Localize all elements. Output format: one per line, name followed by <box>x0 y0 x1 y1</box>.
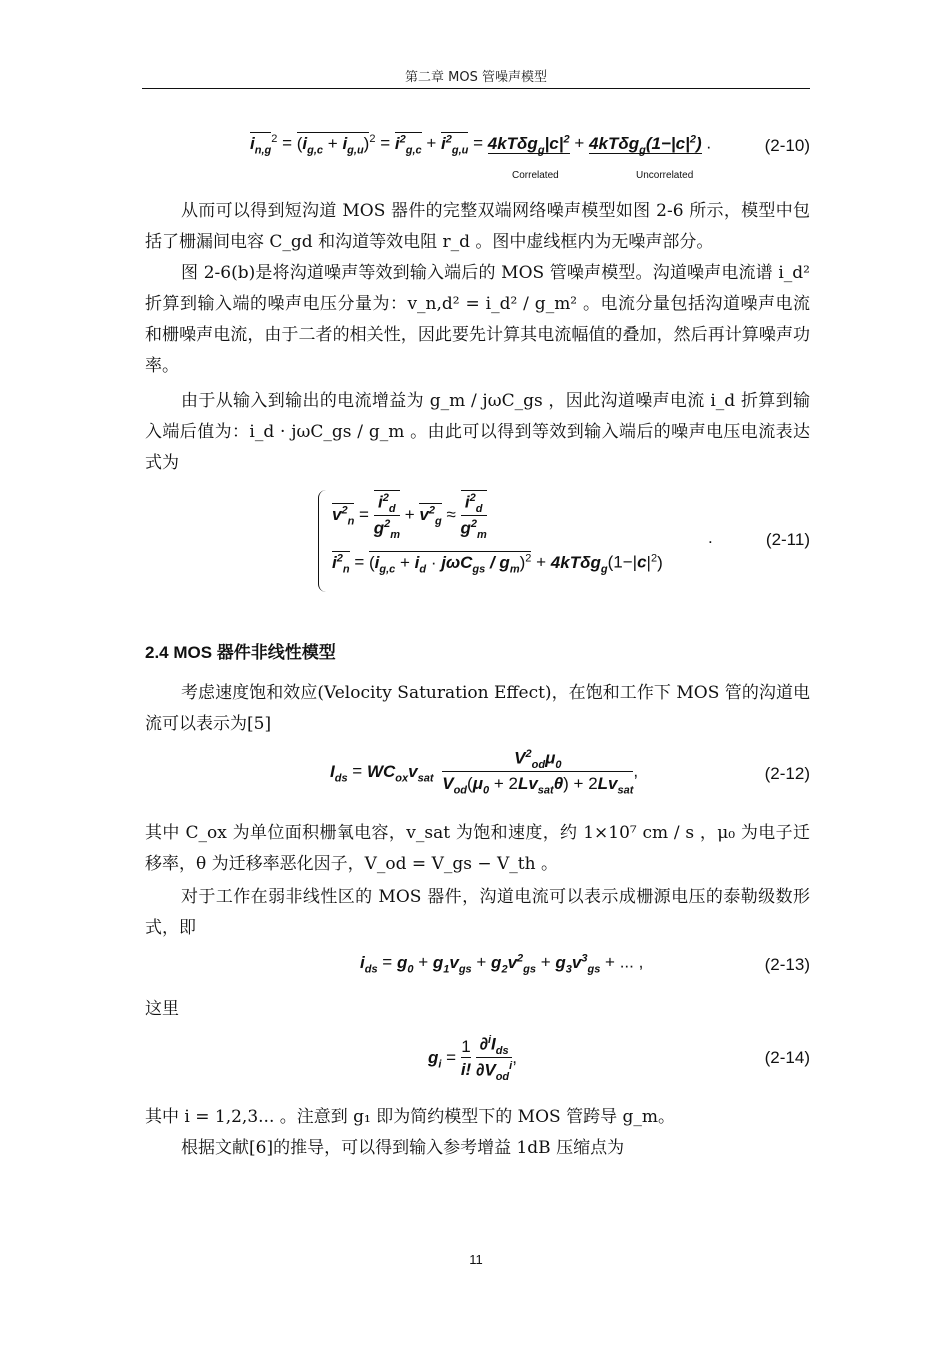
equation-2-14: $g_i$ = $\frac{1}{i!}$ $\frac{\partial^iI_{ds}}{\partial V_{od}^i}$ , <box>428 1034 517 1084</box>
paragraph-2: 图 2-6(b)是将沟道噪声等效到输入端后的 MOS 管噪声模型。沟道噪声电流谱 i_d² 折算到输入端的噪声电压分量为：v_n,d² = i_d² / g_m² 。电流分量包括沟道噪声电流和栅噪声电流，由于二者的相关性，因此要先计算其电流幅值的叠加，然后再计算噪声功率。 <box>145 263 810 376</box>
equation-2-13: $i_{ds} = g_0 + g_1v_{gs} + g_2v^2_{gs} + g_3v^3_{gs}$ + ... , <box>360 952 644 976</box>
paragraph-9: 根据文献[6]的推导，可以得到输入参考增益 1dB 压缩点为 <box>181 1138 625 1158</box>
equation-number-2-11: (2-11) <box>765 530 810 549</box>
equation-number-2-14: (2-14) <box>764 1048 810 1067</box>
equation-number-2-13: (2-13) <box>764 955 810 974</box>
equation-2-10: $i_{n,g}^2 = (i_{g,c} + i_{g,u})^2 = i^2_{g,c} + i^2_{g,u} = 4kT\delta g_g|c|^2 + 4kT\delta g_g(1-|c|^2)$ . <box>250 133 712 157</box>
paragraph-6: 对于工作在弱非线性区的 MOS 器件，沟道电流可以表示成栅源电压的泰勒级数形式，即 <box>145 887 810 938</box>
paragraph-3: 由于从输入到输出的电流增益为 g_m / jωC_gs ，因此沟道噪声电流 i_d 折算到输入端后值为：i_d · jωC_gs / g_m 。由此可以得到等效到输入端后的噪声电压电流表达式为 <box>145 391 810 473</box>
correlated-label: Correlated <box>512 170 559 181</box>
equation-2-12: $I_{ds} = WC_{ox}v_{sat}$ $\frac{V^2_{od}\mu_0}{V_{od}(\mu_0 + 2Lv_{sat}\theta) + 2Lv_{sat}}$ , <box>330 748 639 797</box>
equation-number-2-10: (2-10) <box>764 136 810 155</box>
paragraph-4: 考虑速度饱和效应(Velocity Saturation Effect)，在饱和工作下 MOS 管的沟道电流可以表示为[5] <box>145 683 810 734</box>
equation-number-2-12: (2-12) <box>764 764 810 783</box>
paragraph-1: 从而可以得到短沟道 MOS 器件的完整双端网络噪声模型如图 2-6 所示，模型中包括了栅漏间电容 C_gd 和沟道等效电阻 r_d 。图中虚线框内为无噪声部分。 <box>145 201 810 252</box>
paragraph-5: 其中 C_ox 为单位面积栅氧电容，v_sat 为饱和速度，约 1×10⁷ cm / s ，μ₀ 为电子迁移率，θ 为迁移率恶化因子，V_od = V_gs − V_th 。 <box>145 823 810 874</box>
page-number: 11 <box>469 1252 483 1267</box>
header-rule <box>142 88 810 89</box>
section-heading: 2.4 MOS 器件非线性模型 <box>145 643 336 662</box>
paragraph-8: 其中 i = 1,2,3... 。注意到 g₁ 即为简约模型下的 MOS 管跨导 g_m。 <box>145 1107 675 1127</box>
paragraph-7: 这里 <box>145 999 179 1019</box>
running-header: 第二章 MOS 管噪声模型 <box>405 70 547 85</box>
uncorrelated-label: Uncorrelated <box>636 170 694 181</box>
